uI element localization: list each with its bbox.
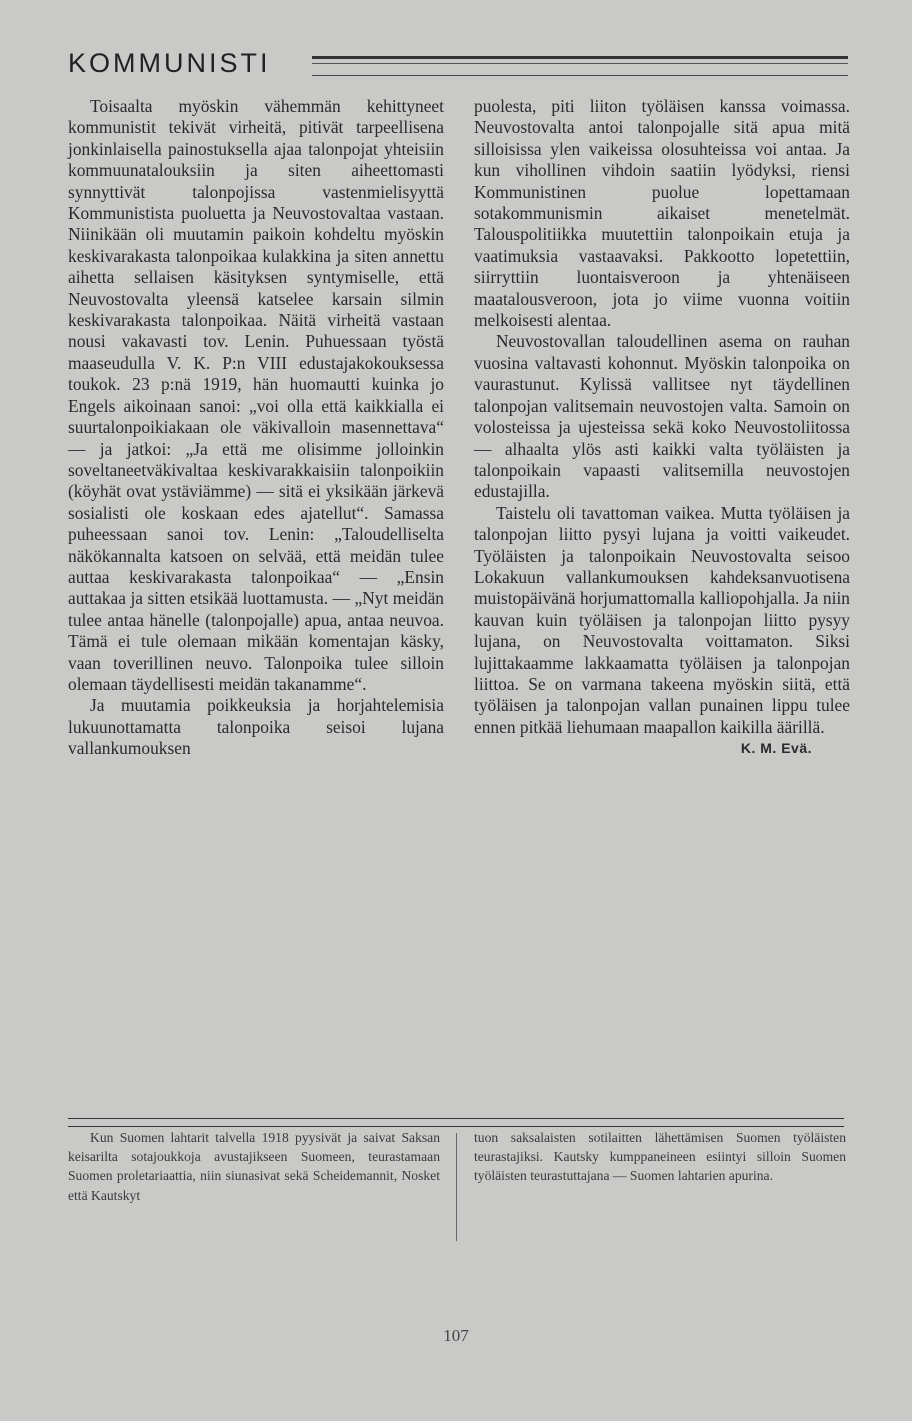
paragraph: puolesta, piti liiton työläisen kanssa voimassa. Neuvostovalta antoi talonpojalle sitä apua mitä silloisissa ylen vaikeissa olosuhteissa voi antaa. Ja kun vihollinen vihdoin saatiin lyödyksi, riensi Kommunistinen puolue lopettamaan sotakommunismin aikaiset menetelmät. Talouspolitiikka muutettiin talonpoikain etuja ja vaatimuksia vastaavaksi. Pakkootto lopetettiin, siirryttiin luontaisveroon ja yhtenäiseen maatalousveroon, jota jo viime vuonna voitiin melkoisesti alentaa. — [474, 96, 850, 331]
page-number: 107 — [443, 1326, 469, 1345]
section-divider — [68, 1118, 844, 1127]
author-signature: K. M. Evä. — [740, 740, 812, 757]
paragraph: Toisaalta myöskin vähemmän kehittyneet kommunistit tekivät virheitä, pitivät tarpeellisena jonkinlaisella painostuksella ajaa talonpojat yhteisiin kommuunatalouksiin ja siten aiheettomasti synnyttivät talonpojissa vastenmielisyyttä Kommunistista puoluetta ja Neuvostovaltaa vastaan. Niinikään oli muutamin paikoin kohdeltu myöskin keskivarakasta talonpoikaa kulakkina ja siten annettu aihetta sellaisen käsityksen syntymiselle, että Neuvostovalta yleensä katselee karsain silmin keskivarakasta talonpoikaa. Näitä virheitä vastaan nousi vakavasti tov. Lenin. Puhuessaan työstä maaseudulla V. K. P:n VIII edustajakokouksessa toukok. 23 p:nä 1919, hän huomautti kuinka jo Engels aikoinaan sanoi: „voi olla että kaikkialla ei suurtalonpoikiakaan ole väkivalloin masennettava“ — ja jatkoi: „Ja että me olisimme jolloinkin soveltaneetväkivaltaa keskivarakkaisiin talonpoikiin (köyhät ovat ystäviämme) — sitä ei yksikään järkevä sosialisti ole koskaan edes ajatellut“. Samassa puheessaan sanoi tov. Lenin: „Taloudelliselta näkökannalta katsoen on selvää, että meidän tulee auttaa keskivarakasta talonpoikaa“ — „Ensin auttakaa ja sitten etsikää luottamusta. — „Nyt meidän tulee antaa hänelle (talonpojalle) apua, antaa neuvoa. Tämä ei tule olemaan mikään komentajan käsky, vaan toverillinen neuvo. Talonpoika tulee silloin olemaan täydellisesti meidän takanamme“. — [68, 96, 444, 694]
footnote-column-divider — [456, 1133, 457, 1241]
article-column-right — [474, 96, 850, 760]
page-header — [68, 48, 848, 88]
paragraph: Ja muutamia poikkeuksia ja horjahtelemisia lukuunottamatta talonpoika seisoi lujana vallankumouksen — [68, 695, 444, 759]
header-rule — [312, 56, 848, 76]
footnote-column-right — [474, 1128, 846, 1186]
paragraph: Taistelu oli tavattoman vaikea. Mutta työläisen ja talonpojan liitto pysyi lujana ja voitti vaikeudet. Työläisten ja talonpoikain Neuvostovalta seisoo Lokakuun vallankumouksen kahdeksanvuotisena muistopäivänä horjumattomalla kalliopohjalla. Ja niin kauvan kuin työläisen ja talonpojan liitto pysyy lujana, on Neuvostovalta voittamaton. Siksi lujittakaamme lakkaamatta työläisen ja talonpojan liittoa. Se on varmana takeena myöskin siitä, että työläisen ja talonpojan vallan punainen lippu tulee ennen pitkää liehumaan maapallon kaikilla äärillä. — [474, 502, 850, 737]
publication-title: KOMMUNISTI — [68, 48, 271, 78]
paragraph: Neuvostovallan taloudellinen asema on rauhan vuosina valtavasti kohonnut. Myöskin talonpoika on vaurastunut. Kylissä vallitsee nyt täydellinen talonpojan valitsemain neuvostojen valta. Samoin on volosteissa ja ujesteissa sekä koko Neuvostoliitossa — alhaalta ylös asti kaikki valta työläisten ja talonpoikain vapaasti valitsemilla neuvostojen edustajilla. — [474, 331, 850, 502]
footnote-column-left — [68, 1128, 440, 1205]
article-column-left — [68, 96, 444, 760]
footnote-text: tuon saksalaisten sotilaitten lähettämisen Suomen työläisten teurastajiksi. Kautsky kumppaneineen esiintyi silloin Suomen työläisten teurastuttajana — Suomen lahtarien apurina. — [474, 1130, 846, 1184]
footnote-text: Kun Suomen lahtarit talvella 1918 pyysivät ja saivat Saksan keisarilta sotajoukkoja avustajikseen Suomeen, teurastamaan Suomen proletariaattia, niin siunasivat sekä Scheidemannit, Nosket että Kautskyt — [68, 1130, 440, 1203]
